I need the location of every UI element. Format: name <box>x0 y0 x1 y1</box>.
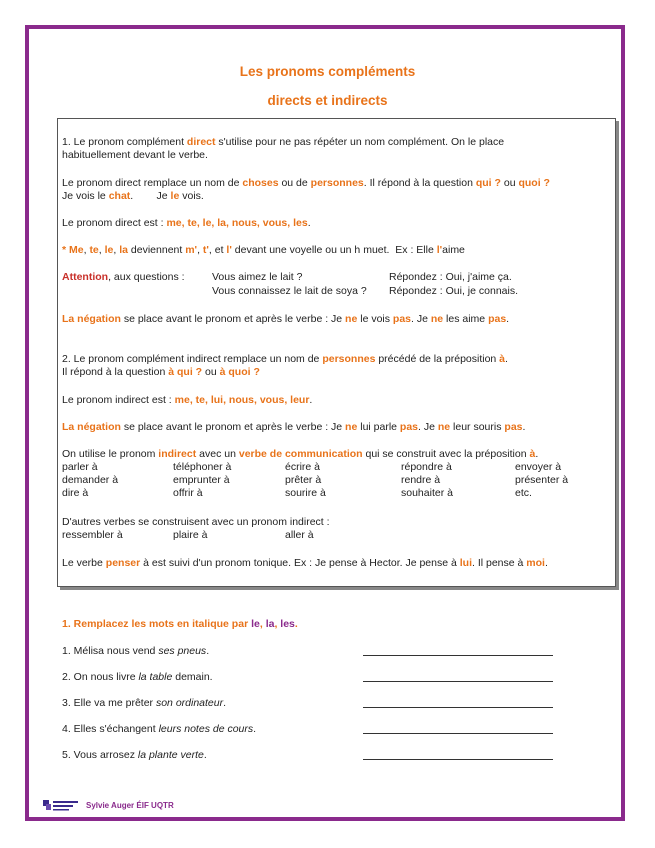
verb-cell: plaire à <box>173 529 208 541</box>
answer-1: Répondez : Oui, j'aime ça. <box>389 271 512 283</box>
uqtr-logo-icon <box>42 798 80 812</box>
rule-p5: Attention, aux questions : <box>62 271 185 283</box>
answer-line[interactable] <box>363 733 553 734</box>
exercise-item: 5. Vous arrosez la plante verte. <box>62 749 207 761</box>
title-line-2: directs et indirects <box>267 93 388 108</box>
rule-p10: On utilise le pronom indirect avec un verbe de communication qui se construit avec la préposition à. <box>62 448 539 460</box>
verb-cell: répondre à <box>401 461 452 473</box>
rule-p6: La négation se place avant le pronom et après le verbe : Je ne le vois pas. Je ne les aime pas. <box>62 313 510 325</box>
verb-cell: téléphoner à <box>173 461 232 473</box>
rule-p11: D'autres verbes se construisent avec un pronom indirect : <box>62 516 330 528</box>
title-line-1: Les pronoms compléments <box>239 64 416 79</box>
verb-cell: emprunter à <box>173 474 230 486</box>
footer <box>42 798 174 812</box>
exercise-heading: 1. Remplacez les mots en italique par le, la, les. <box>62 618 298 630</box>
rule-p9: La négation se place avant le pronom et après le verbe : Je ne lui parle pas. Je ne leur souris pas. <box>62 421 526 433</box>
verb-cell: présenter à <box>515 474 569 486</box>
verb-cell: dire à <box>62 487 89 499</box>
verb-cell: aller à <box>285 529 314 541</box>
exercise-item: 1. Mélisa nous vend ses pneus. <box>62 645 210 657</box>
rule-p3: Le pronom direct est : me, te, le, la, nous, vous, les. <box>62 217 311 229</box>
verb-cell: prêter à <box>285 474 322 486</box>
verb-cell: écrire à <box>285 461 321 473</box>
answer-2: Répondez : Oui, je connais. <box>389 285 518 297</box>
rule-p4: * Me, te, le, la deviennent m', t', et l' devant une voyelle ou un h muet. Ex : Elle l'aime <box>62 244 465 256</box>
exercise-item: 2. On nous livre la table demain. <box>62 671 213 683</box>
question-2: Vous connaissez le lait de soya ? <box>212 285 367 297</box>
verb-cell: etc. <box>515 487 532 499</box>
rule-p8: Le pronom indirect est : me, te, lui, nous, vous, leur. <box>62 394 313 406</box>
verb-cell: sourire à <box>285 487 326 499</box>
verb-cell: demander à <box>62 474 119 486</box>
verb-cell: souhaiter à <box>401 487 453 499</box>
verb-cell: envoyer à <box>515 461 562 473</box>
rule-p12: Le verbe penser à est suivi d'un pronom tonique. Ex : Je pense à Hector. Je pense à lui. Il pense à moi. <box>62 557 548 569</box>
exercise-item: 4. Elles s'échangent leurs notes de cours. <box>62 723 257 735</box>
verb-cell: offrir à <box>173 487 203 499</box>
rule-p7b: Il répond à la question à qui ? ou à quoi ? <box>62 366 260 378</box>
verb-cell: ressembler à <box>62 529 123 541</box>
rule-p1b: habituellement devant le verbe. <box>62 149 208 161</box>
verb-cell: rendre à <box>401 474 441 486</box>
exercise-item: 3. Elle va me prêter son ordinateur. <box>62 697 227 709</box>
answer-line[interactable] <box>363 707 553 708</box>
rule-p1: 1. Le pronom complément direct s'utilise pour ne pas répéter un nom complément. On le place <box>62 136 505 148</box>
verb-cell: parler à <box>62 461 98 473</box>
answer-line[interactable] <box>363 759 553 760</box>
rule-p7: 2. Le pronom complément indirect remplace un nom de personnes précédé de la préposition à. <box>62 353 508 365</box>
answer-line[interactable] <box>363 655 553 656</box>
answer-line[interactable] <box>363 681 553 682</box>
rule-p2b: Je vois le chat. Je le vois. <box>62 190 204 202</box>
question-1: Vous aimez le lait ? <box>212 271 303 283</box>
footer-author: Sylvie Auger ÉIF UQTR <box>86 800 174 810</box>
rule-p2: Le pronom direct remplace un nom de choses ou de personnes. Il répond à la question qui ? ou quoi ? <box>62 177 550 189</box>
